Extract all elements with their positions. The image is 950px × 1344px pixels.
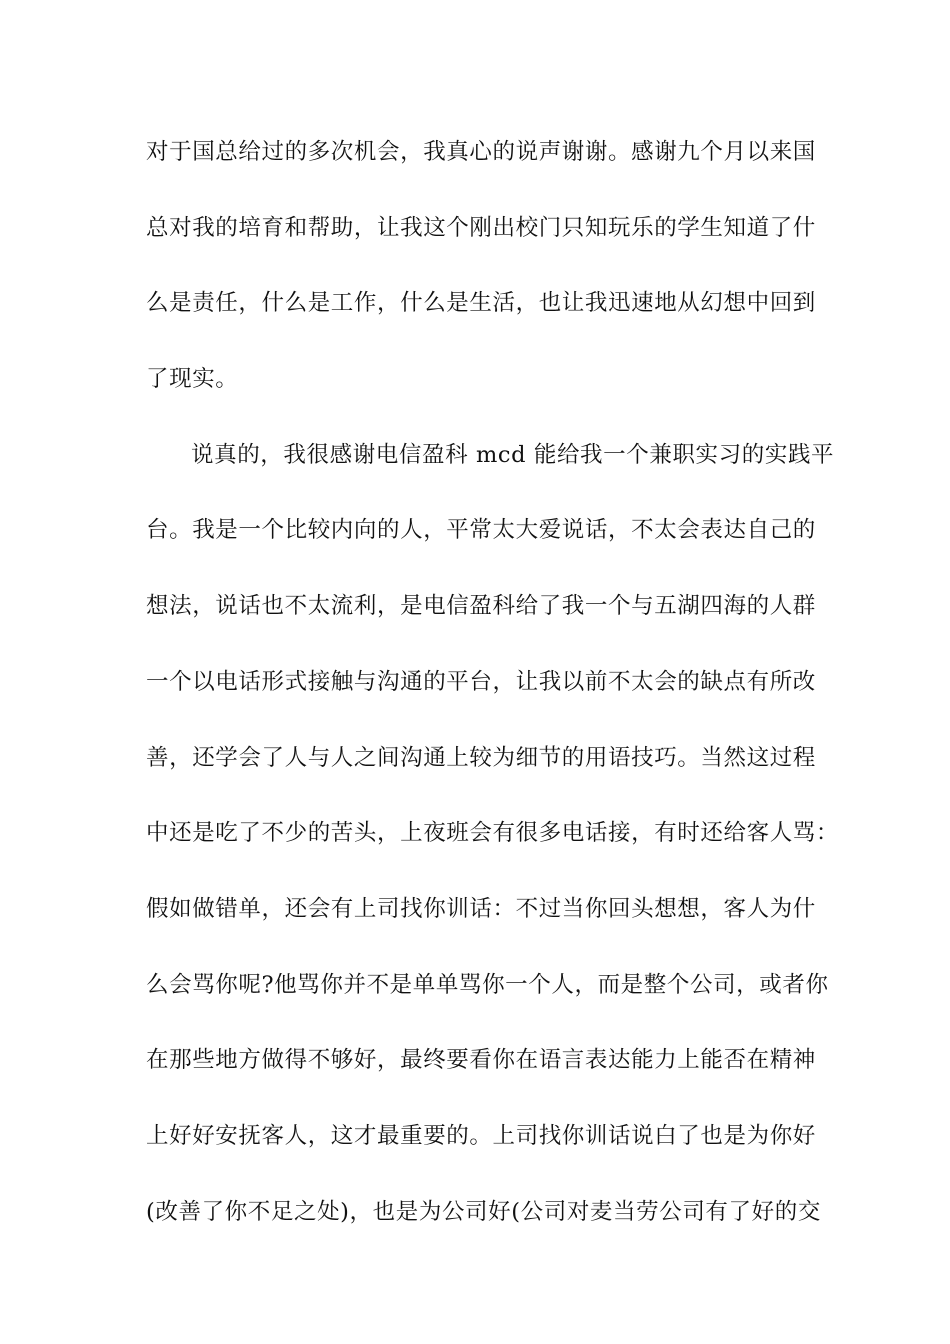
text-line: 对于国总给过的多次机会，我真心的说声谢谢。感谢九个月以来国 (146, 139, 816, 165)
text-line: 么会骂你呢?他骂你并不是单单骂你一个人，而是整个公司，或者你 (146, 971, 829, 998)
text-line: 中还是吃了不少的苦头，上夜班会有很多电话接，有时还给客人骂： (146, 820, 840, 847)
text-line: 么是责任，什么是工作，什么是生活，也让我迅速地从幻想中回到 (146, 290, 816, 317)
text-line: 了现实。 (146, 366, 239, 393)
text-line: 假如做错单，还会有上司找你训话：不过当你回头想想，客人为什 (146, 895, 816, 922)
text-line: 一个以电话形式接触与沟通的平台，让我以前不太会的缺点有所改 (146, 668, 816, 695)
text-line: 总对我的培育和帮助，让我这个刚出校门只知玩乐的学生知道了什 (146, 214, 816, 241)
text-line: 想法，说话也不太流利，是电信盈科给了我一个与五湖四海的人群 (146, 593, 816, 620)
text-line: 在那些地方做得不够好，最终要看你在语言表达能力上能否在精神 (146, 1047, 816, 1074)
text-line: 善，还学会了人与人之间沟通上较为细节的用语技巧。当然这过程 (146, 744, 816, 771)
text-line: (改善了你不足之处)，也是为公司好(公司对麦当劳公司有了好的交 (146, 1198, 821, 1225)
paragraph-start-line: 说真的，我很感谢电信盈科 mcd 能给我一个兼职实习的实践平 (191, 441, 835, 468)
text-line: 上好好安抚客人，这才最重要的。上司找你训话说白了也是为你好 (146, 1122, 816, 1149)
body-text (146, 131, 840, 1266)
text-line: 台。我是一个比较内向的人，平常太大爱说话，不太会表达自己的 (146, 517, 816, 544)
